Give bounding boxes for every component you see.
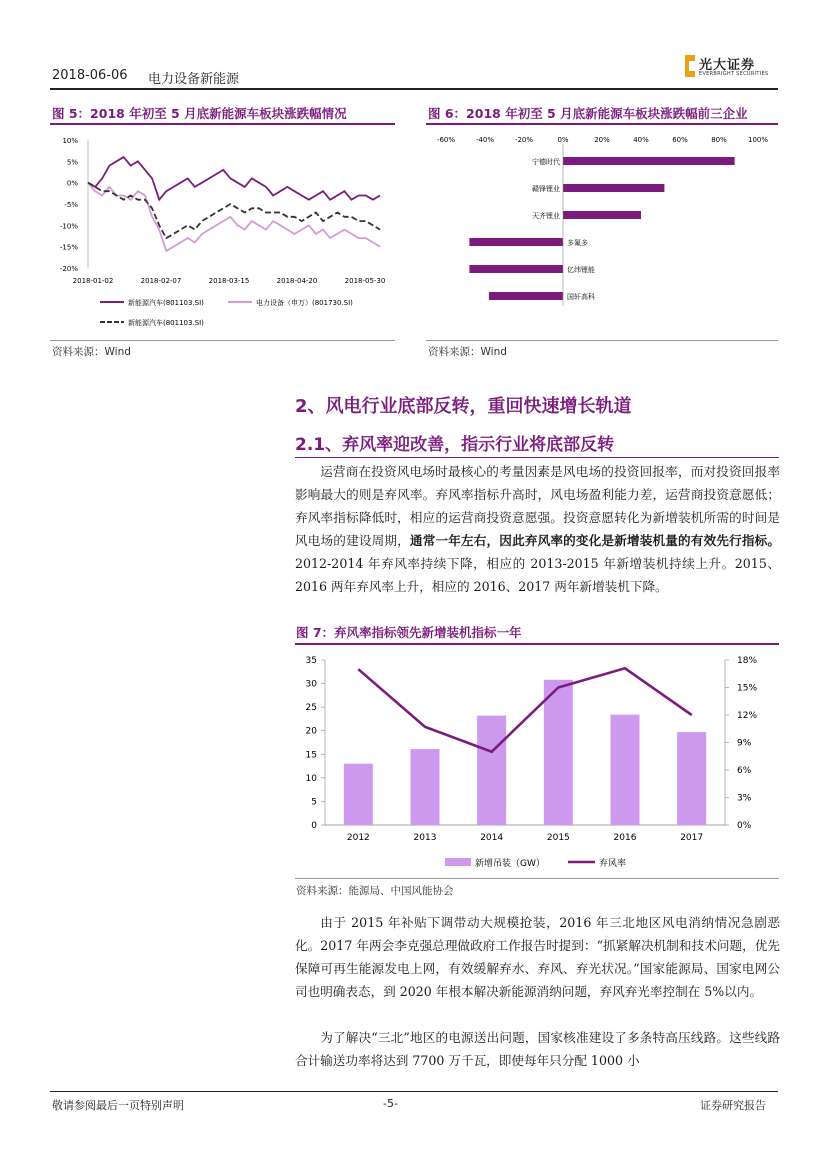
figure7-x-tick: 2017 bbox=[680, 833, 704, 843]
figure5-y-tick: 5% bbox=[66, 158, 78, 167]
figure7-y-right-tick: 9% bbox=[737, 738, 752, 749]
figure7-source: 资料来源：能源局、中国风能协会 bbox=[296, 885, 454, 897]
figure5-y-tick: 10% bbox=[62, 137, 78, 145]
figure5-title-rule bbox=[50, 123, 395, 125]
logo-text-cn: 光大证券 bbox=[699, 58, 756, 73]
figure7-y-right-tick: 6% bbox=[737, 766, 752, 776]
figure7-bottom-rule bbox=[295, 878, 779, 879]
figure5-legend-label: 新能源汽车(801103.SI) bbox=[128, 319, 204, 327]
figure7-chart bbox=[295, 648, 779, 878]
figure7-legend-label: 新增吊装（GW） bbox=[475, 859, 545, 869]
figure7-y-right-tick: 18% bbox=[737, 656, 758, 666]
figure7-legend-swatch bbox=[445, 858, 471, 866]
figure5-y-tick: 0% bbox=[66, 179, 78, 188]
figure6-bar bbox=[563, 157, 735, 165]
figure6-category-label: 国轩高科 bbox=[567, 293, 595, 301]
header-divider bbox=[50, 88, 778, 90]
figure6-category-label: 天齐锂业 bbox=[532, 212, 560, 220]
figure6-x-tick: 0% bbox=[557, 136, 569, 144]
figure6-title-rule bbox=[426, 123, 778, 125]
report-sector: 电力设备新能源 bbox=[148, 72, 240, 87]
logo-text-en: EVERBRIGHT SECURITIES bbox=[699, 71, 769, 77]
report-date: 2018-06-06 bbox=[52, 68, 128, 83]
figure6-x-tick: 40% bbox=[633, 136, 649, 144]
figure7-x-tick: 2015 bbox=[546, 833, 570, 843]
figure6-category-label: 多氟多 bbox=[567, 239, 588, 247]
figure7-y-left-tick: 15 bbox=[305, 750, 317, 761]
figure5-y-tick: -15% bbox=[59, 243, 78, 252]
figure6-bar bbox=[469, 238, 563, 246]
figure6-x-tick: 100% bbox=[747, 136, 769, 144]
figure6-category-label: 赣锋锂业 bbox=[532, 185, 560, 193]
figure6-bar bbox=[563, 184, 664, 192]
figure5-y-tick: -5% bbox=[64, 201, 78, 209]
figure7-y-left-tick: 10 bbox=[305, 773, 317, 784]
figure7-bar bbox=[611, 715, 640, 825]
figure6-bottom-rule bbox=[426, 340, 778, 341]
figure7-legend-label: 弃风率 bbox=[599, 859, 627, 869]
subsection-heading: 2.1、弃风率迎改善，指示行业将底部反转 bbox=[295, 435, 615, 455]
figure7-title-rule bbox=[295, 643, 779, 645]
figure7-x-tick: 2012 bbox=[346, 833, 370, 843]
page-number: -5- bbox=[383, 1097, 398, 1110]
figure5-series-1 bbox=[88, 157, 380, 200]
figure7-bar bbox=[477, 716, 506, 825]
figure7-y-right-tick: 3% bbox=[737, 793, 752, 804]
footer-divider bbox=[50, 1091, 778, 1092]
figure7-y-right-tick: 15% bbox=[737, 683, 758, 694]
paragraph-1 bbox=[295, 460, 780, 598]
figure6-x-tick: -40% bbox=[475, 136, 495, 144]
figure5-legend-label: 电力设备（申万）(801730.SI) bbox=[256, 299, 353, 307]
figure6-x-tick: 80% bbox=[711, 136, 727, 144]
paragraph-1-text-b: 2012-2014 年弃风率持续下降，相应的 2013-2015 年新增装机持续上升。2015、2016 两年弃风率上升，相应的 2016、2017 两年新增装机下降。 bbox=[295, 556, 780, 594]
figure7-bar bbox=[677, 732, 706, 825]
figure7-y-left-tick: 20 bbox=[305, 726, 317, 737]
paragraph-2: 由于 2015 年补贴下调带动大规模抢装，2016 年三北地区风电消纳情况急剧恶化。2017 年两会李克强总理做政府工作报告时提到：“抓紧解决机制和技术问题，优先保障可再生能源发电上网，有效缓解弃水、弃风、弃光状况。”国家能源局、国家电网公司也明确表态，到 2020 年根本解决新能源消纳问题，弃风弃光率控制在 5%以内。 bbox=[295, 915, 780, 999]
figure7-title: 图 7：弃风率指标领先新增装机指标一年 bbox=[296, 625, 522, 640]
figure6-category-label: 亿纬锂能 bbox=[567, 266, 595, 274]
figure5-y-tick: -10% bbox=[59, 222, 78, 231]
figure5-y-tick: -20% bbox=[59, 265, 78, 273]
figure5-x-tick: 2018-05-30 bbox=[344, 277, 386, 285]
figure7-y-left-tick: 30 bbox=[305, 679, 317, 690]
figure7-y-left-tick: 0 bbox=[311, 821, 317, 831]
figure5-chart bbox=[50, 128, 395, 338]
figure7-bar bbox=[344, 764, 373, 825]
figure7-bar bbox=[544, 680, 573, 825]
figure7-x-tick: 2014 bbox=[480, 833, 504, 843]
figure5-x-tick: 2018-02-07 bbox=[140, 277, 182, 285]
figure5-legend-label: 新能源汽车(801103.SI) bbox=[128, 299, 204, 307]
figure6-bar bbox=[563, 211, 641, 219]
figure5-x-tick: 2018-01-02 bbox=[72, 277, 114, 285]
figure7-y-left-tick: 35 bbox=[305, 656, 317, 666]
figure7-y-left-tick: 5 bbox=[311, 797, 317, 808]
figure5-x-tick: 2018-03-15 bbox=[208, 277, 250, 285]
figure6-x-tick: -20% bbox=[514, 136, 534, 144]
figure6-x-tick: 20% bbox=[594, 136, 610, 144]
figure6-category-label: 宁德时代 bbox=[532, 158, 560, 166]
figure5-bottom-rule bbox=[50, 340, 395, 341]
paragraph-1-text-a: 运营商在投资风电场时最核心的考量因素是风电场的投资回报率，而对投资回报率影响最大的则是弃风率。弃风率指标升高时，风电场盈利能力差，运营商投资意愿低；弃风率指标降低时，相应的运营商投资意愿强。投资意愿转化为新增装机所需的时间是风电场的建设周期， bbox=[295, 464, 780, 548]
figure7-bar bbox=[411, 749, 440, 825]
figure6-source: 资料来源：Wind bbox=[428, 346, 507, 358]
figure7-y-left-tick: 25 bbox=[305, 703, 317, 714]
figure6-bar bbox=[469, 265, 563, 273]
figure7-y-right-tick: 0% bbox=[737, 821, 752, 831]
figure7-y-right-tick: 12% bbox=[737, 711, 758, 721]
figure6-x-tick: 60% bbox=[672, 136, 688, 144]
section-heading: 2、风电行业底部反转，重回快速增长轨道 bbox=[295, 396, 632, 417]
footer-report-type: 证券研究报告 bbox=[700, 1099, 766, 1112]
paragraph-3: 为了解决“三北”地区的电源送出问题，国家核准建设了多条特高压线路。这些线路合计输送功率将达到 7700 万千瓦，即使每年只分配 1000 小 bbox=[295, 1030, 780, 1068]
figure7-x-tick: 2016 bbox=[613, 833, 637, 843]
figure5-series-3 bbox=[88, 183, 380, 238]
paragraph-1-bold: 通常一年左右，因此弃风率的变化是新增装机量的有效先行指标。 bbox=[409, 533, 781, 548]
subsection-rule bbox=[295, 457, 779, 458]
figure6-bar bbox=[489, 292, 563, 300]
figure6-title: 图 6：2018 年初至 5 月底新能源车板块涨跌幅前三企业 bbox=[428, 106, 748, 121]
figure7-x-tick: 2013 bbox=[413, 833, 437, 843]
figure7-line-series bbox=[358, 668, 691, 751]
company-logo bbox=[685, 52, 777, 82]
figure6-x-tick: -60% bbox=[436, 136, 456, 144]
figure5-series-2 bbox=[88, 183, 380, 251]
figure5-x-tick: 2018-04-20 bbox=[276, 277, 318, 285]
figure5-source: 资料来源：Wind bbox=[52, 346, 131, 358]
figure5-title: 图 5：2018 年初至 5 月底新能源车板块涨跌幅情况 bbox=[52, 106, 347, 121]
figure6-chart bbox=[426, 128, 778, 338]
logo-mark-icon bbox=[685, 55, 695, 77]
footer-disclaimer: 敬请参阅最后一页特别声明 bbox=[52, 1099, 184, 1112]
